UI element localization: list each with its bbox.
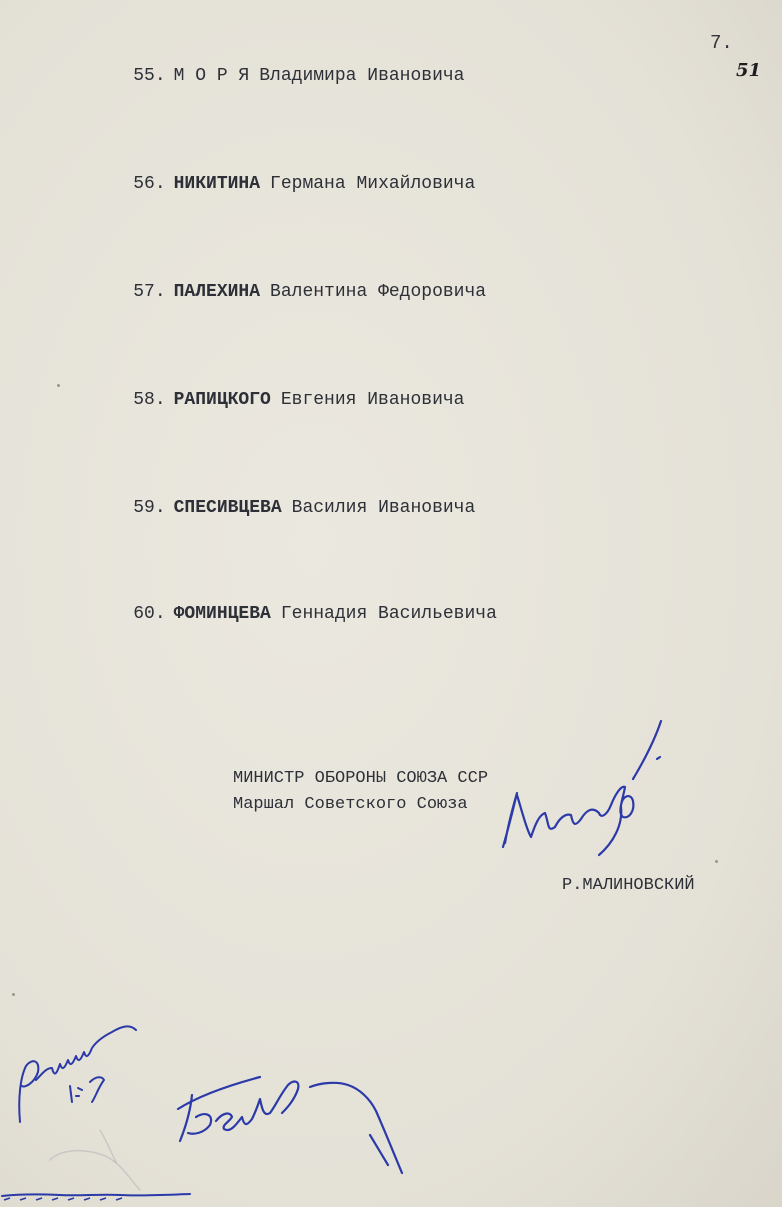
entry-surname: ФОМИНЦЕВА bbox=[173, 604, 271, 624]
list-item bbox=[90, 584, 497, 644]
folio-number: 51 bbox=[736, 60, 762, 81]
signatory-name: Р.МАЛИНОВСКИЙ bbox=[562, 876, 695, 895]
entry-surname: НИКИТИНА bbox=[173, 174, 261, 194]
entry-number: 57. bbox=[133, 282, 166, 302]
list-item bbox=[90, 370, 464, 430]
list-item bbox=[90, 262, 486, 322]
list-item bbox=[90, 46, 464, 106]
paper-speck bbox=[57, 384, 60, 387]
entry-number: 60. bbox=[133, 604, 166, 624]
signatory-rank: Маршал Советского Союза bbox=[233, 795, 468, 814]
entry-number: 59. bbox=[133, 498, 166, 518]
list-item bbox=[90, 478, 475, 538]
entry-number: 55. bbox=[133, 66, 166, 86]
entry-number: 56. bbox=[133, 174, 166, 194]
entry-given-name: Германа Михайловича bbox=[270, 174, 476, 194]
entry-surname: СПЕСИВЦЕВА bbox=[173, 498, 282, 518]
entry-given-name: Евгения Ивановича bbox=[280, 390, 465, 410]
underline-stroke bbox=[0, 1188, 200, 1207]
paper-speck bbox=[12, 993, 15, 996]
entry-surname: РАПИЦКОГО bbox=[173, 390, 271, 410]
entry-surname: М О Р Я bbox=[173, 66, 250, 86]
paper-speck bbox=[715, 860, 718, 863]
minister-signature bbox=[495, 715, 675, 865]
entry-number: 58. bbox=[133, 390, 166, 410]
entry-given-name: Владимира Ивановича bbox=[259, 66, 465, 86]
entry-given-name: Василия Ивановича bbox=[291, 498, 476, 518]
page-number: 7. bbox=[710, 32, 733, 54]
list-item bbox=[90, 154, 475, 214]
signatory-title: МИНИСТР ОБОРОНЫ СОЮЗА ССР bbox=[233, 769, 489, 788]
entry-surname: ПАЛЕХИНА bbox=[173, 282, 261, 302]
signature-block bbox=[233, 766, 488, 818]
entry-given-name: Валентина Федоровича bbox=[270, 282, 487, 302]
approval-signature bbox=[170, 1025, 430, 1200]
entry-given-name: Геннадия Васильевича bbox=[280, 604, 497, 624]
